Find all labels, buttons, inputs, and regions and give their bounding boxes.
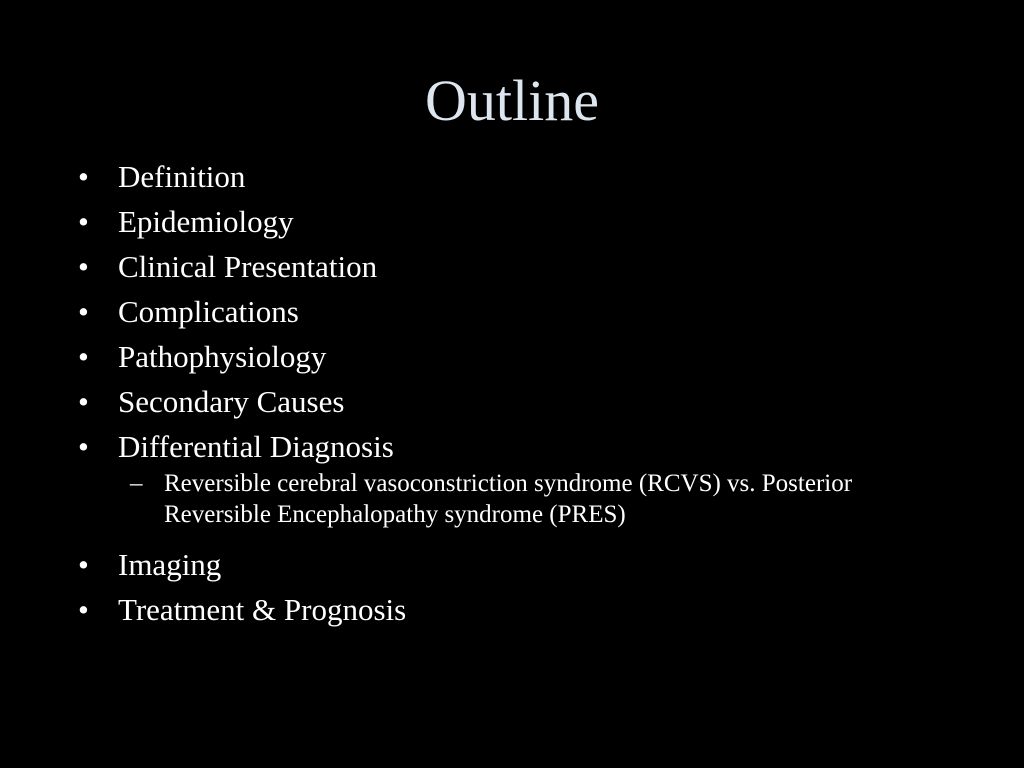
bullet-icon: •: [78, 384, 89, 419]
sub-bullet-text: Reversible cerebral vasoconstriction syndrome (RCVS) vs. Posterior Reversible Encephalopathy syndrome (PRES): [164, 470, 853, 528]
bullet-icon: •: [78, 249, 89, 284]
bullet-icon: •: [78, 429, 89, 464]
bullet-icon: •: [78, 204, 89, 239]
bullet-text: Complications: [118, 294, 299, 329]
bullet-text: Treatment & Prognosis: [118, 592, 407, 627]
bullet-item: [78, 199, 978, 244]
bullet-text: Secondary Causes: [118, 384, 345, 419]
sub-bullet-item: [118, 468, 978, 530]
bullet-icon: •: [78, 592, 89, 627]
bullet-item: [78, 334, 978, 379]
dash-icon: –: [130, 470, 143, 497]
bullet-text: Pathophysiology: [118, 339, 327, 374]
bullet-text: Clinical Presentation: [118, 249, 378, 284]
sub-bullet-list: [118, 468, 978, 530]
bullet-item: [78, 379, 978, 424]
bullet-icon: •: [78, 294, 89, 329]
bullet-item: [78, 154, 978, 199]
bullet-item: [78, 587, 978, 632]
bullet-text: Imaging: [118, 547, 222, 582]
bullet-icon: •: [78, 339, 89, 374]
slide-title: Outline: [425, 68, 599, 133]
bullet-item: [78, 424, 978, 530]
bullet-text: Differential Diagnosis: [118, 429, 394, 464]
bullet-icon: •: [78, 547, 89, 582]
bullet-list: [78, 154, 978, 632]
bullet-item: [78, 244, 978, 289]
bullet-text: Definition: [118, 159, 246, 194]
bullet-text: Epidemiology: [118, 204, 294, 239]
bullet-item: [78, 289, 978, 334]
bullet-item: [78, 542, 978, 587]
bullet-icon: •: [78, 159, 89, 194]
